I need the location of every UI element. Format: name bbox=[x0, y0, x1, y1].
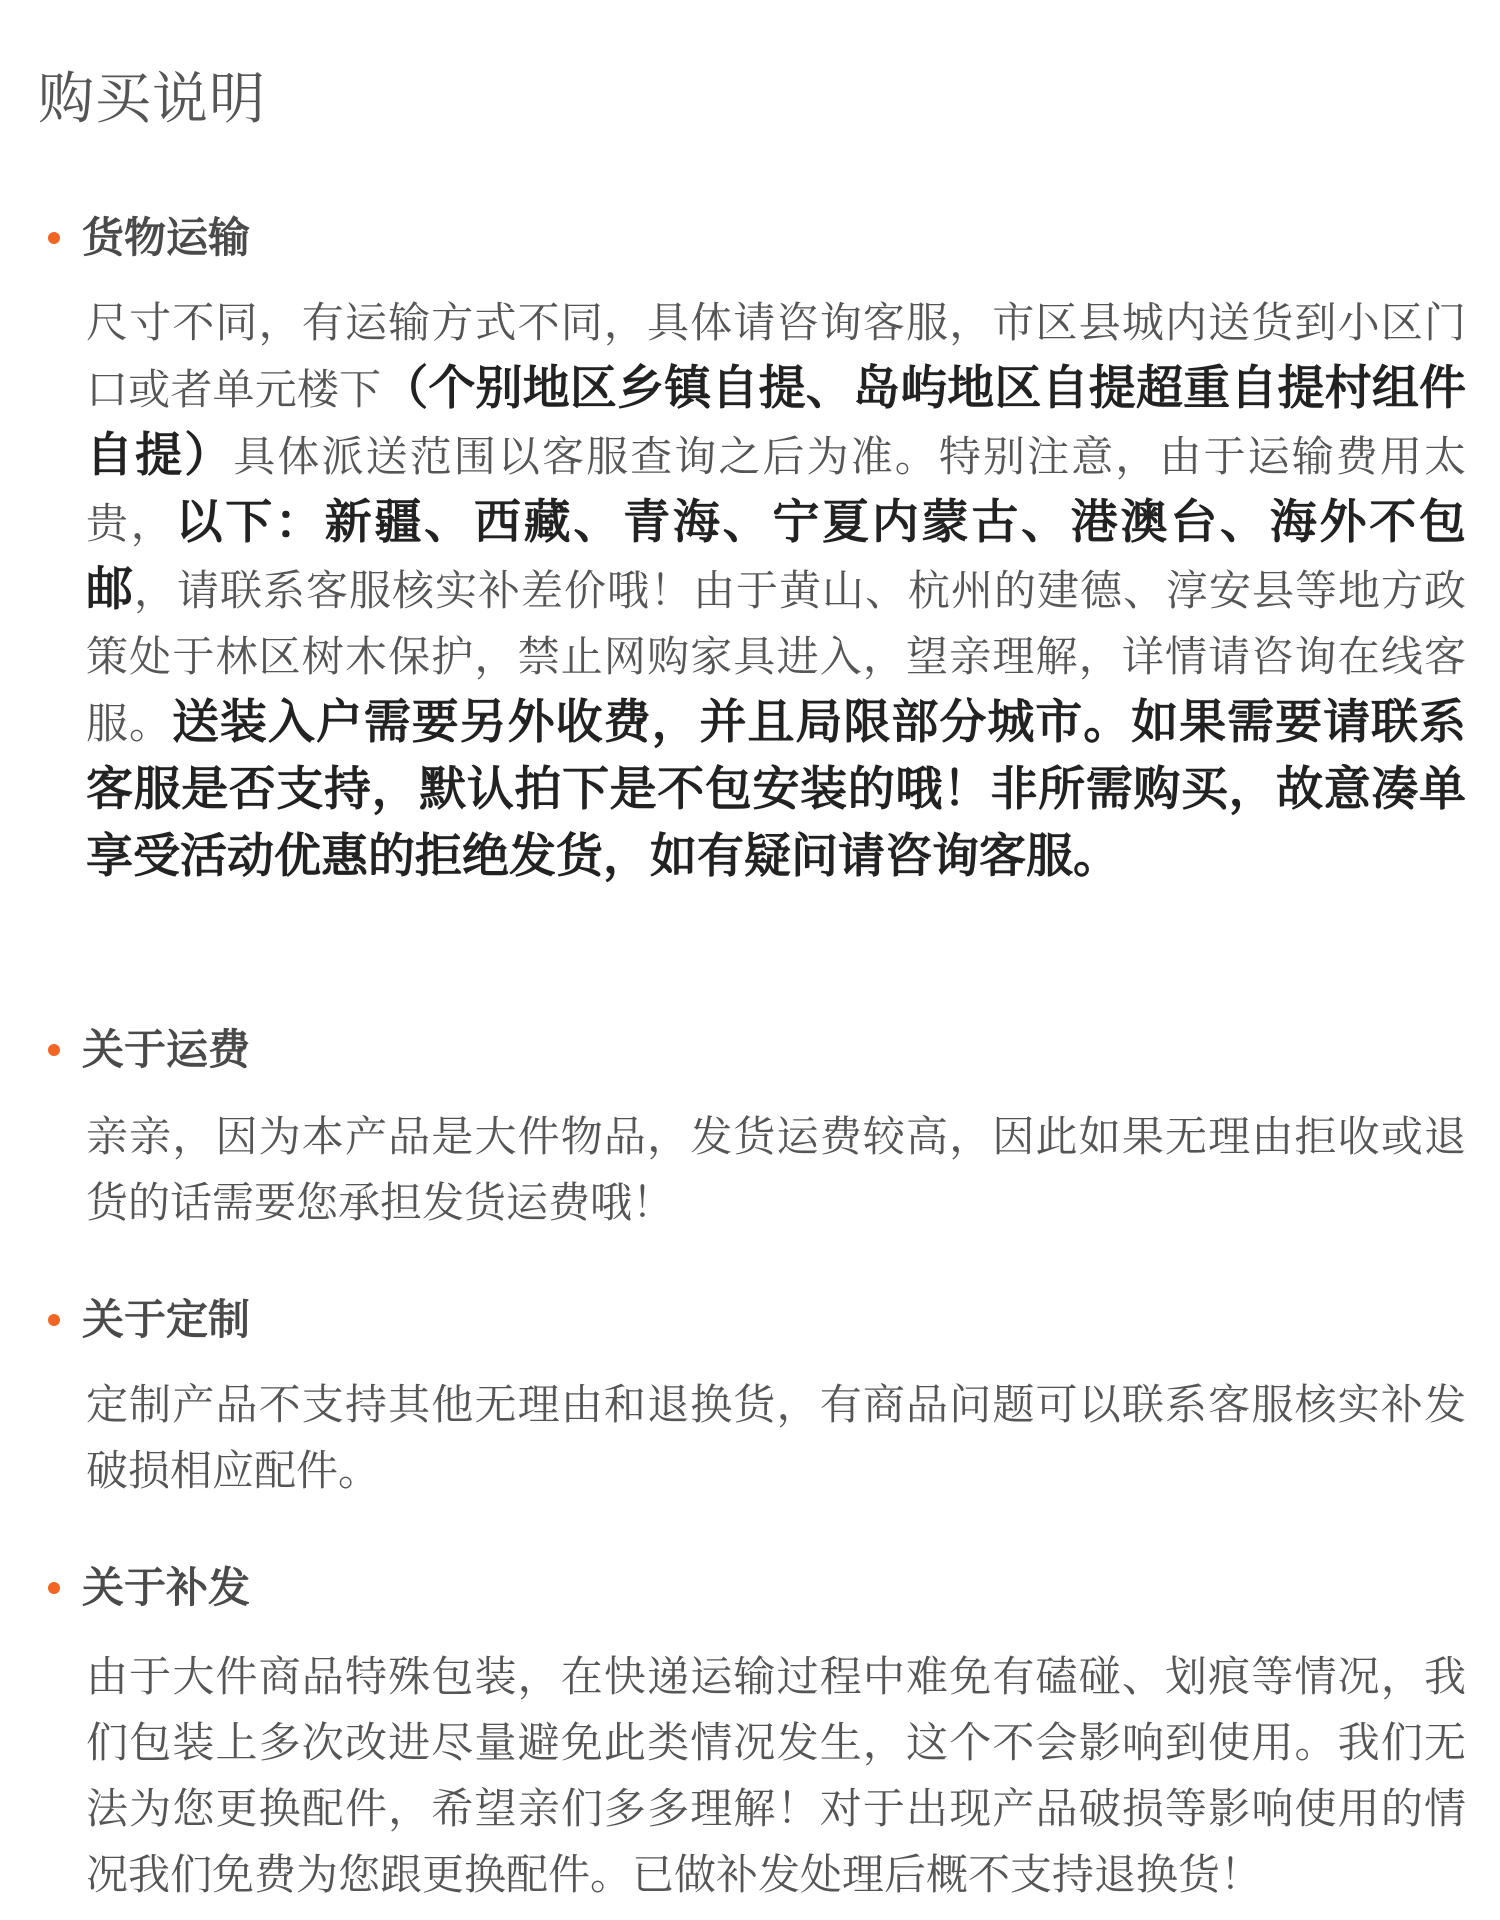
bullet-dot-icon bbox=[48, 1044, 60, 1056]
section-body bbox=[86, 290, 1466, 891]
body-text-run: 定制产品不支持其他无理由和退换货，有商品问题可以联系客服核实补发破损相应配件。 bbox=[86, 1380, 1466, 1495]
section-title: 关于补发 bbox=[82, 1563, 251, 1612]
section-body bbox=[86, 1372, 1466, 1504]
section-title: 货物运输 bbox=[82, 213, 251, 262]
bullet-dot-icon bbox=[48, 232, 60, 244]
body-text-run: 亲亲，因为本产品是大件物品，发货运费较高，因此如果无理由拒收或退货的话需要您承担发货运费哦！ bbox=[86, 1112, 1466, 1227]
body-text-run: 具体派送范围以客服查询之后为准。特别注意，由于运输费用太贵， bbox=[86, 432, 1467, 548]
body-text-run-bold: （个别地区乡镇自提、岛屿地区自提超重自提村组件自提） bbox=[86, 361, 1466, 483]
page-title: 购买说明 bbox=[38, 67, 266, 132]
body-text-run: 由于大件商品特殊包装，在快递运输过程中难免有磕碰、划痕等情况，我们包装上多次改进尽量避免此类情况发生，这个不会影响到使用。我们无法为您更换配件，希望亲们多多理解！对于出现产品破损等影响使用的情况我们免费为您跟更换配件。已做补发处理后概不支持退换货！ bbox=[86, 1652, 1466, 1899]
section-body bbox=[86, 1644, 1466, 1908]
body-text-run: 尺寸不同，有运输方式不同，具体请咨询客服，市区县城内送货到小区门口或者单元楼下 bbox=[86, 298, 1466, 414]
body-text-run-bold: 送装入户需要另外收费，并且局限部分城市。如果需要请联系客服是否支持，默认拍下是不包安装的哦！非所需购买，故意凑单享受活动优惠的拒绝发货，如有疑问请咨询客服。 bbox=[86, 695, 1466, 884]
section-title: 关于运费 bbox=[82, 1025, 251, 1074]
body-text-run: ，请联系客服核实补差价哦！由于黄山、杭州的建德、淳安县等地方政策处于林区树木保护，禁止网购家具进入，望亲理解，详情请咨询在线客服。 bbox=[86, 566, 1466, 748]
bullet-dot-icon bbox=[48, 1582, 60, 1594]
bullet-dot-icon bbox=[48, 1314, 60, 1326]
body-text-run-bold: 以下：新疆、西藏、青海、宁夏内蒙古、港澳台、海外不包邮 bbox=[86, 495, 1466, 617]
section-body bbox=[86, 1104, 1466, 1236]
section-title: 关于定制 bbox=[82, 1295, 251, 1344]
